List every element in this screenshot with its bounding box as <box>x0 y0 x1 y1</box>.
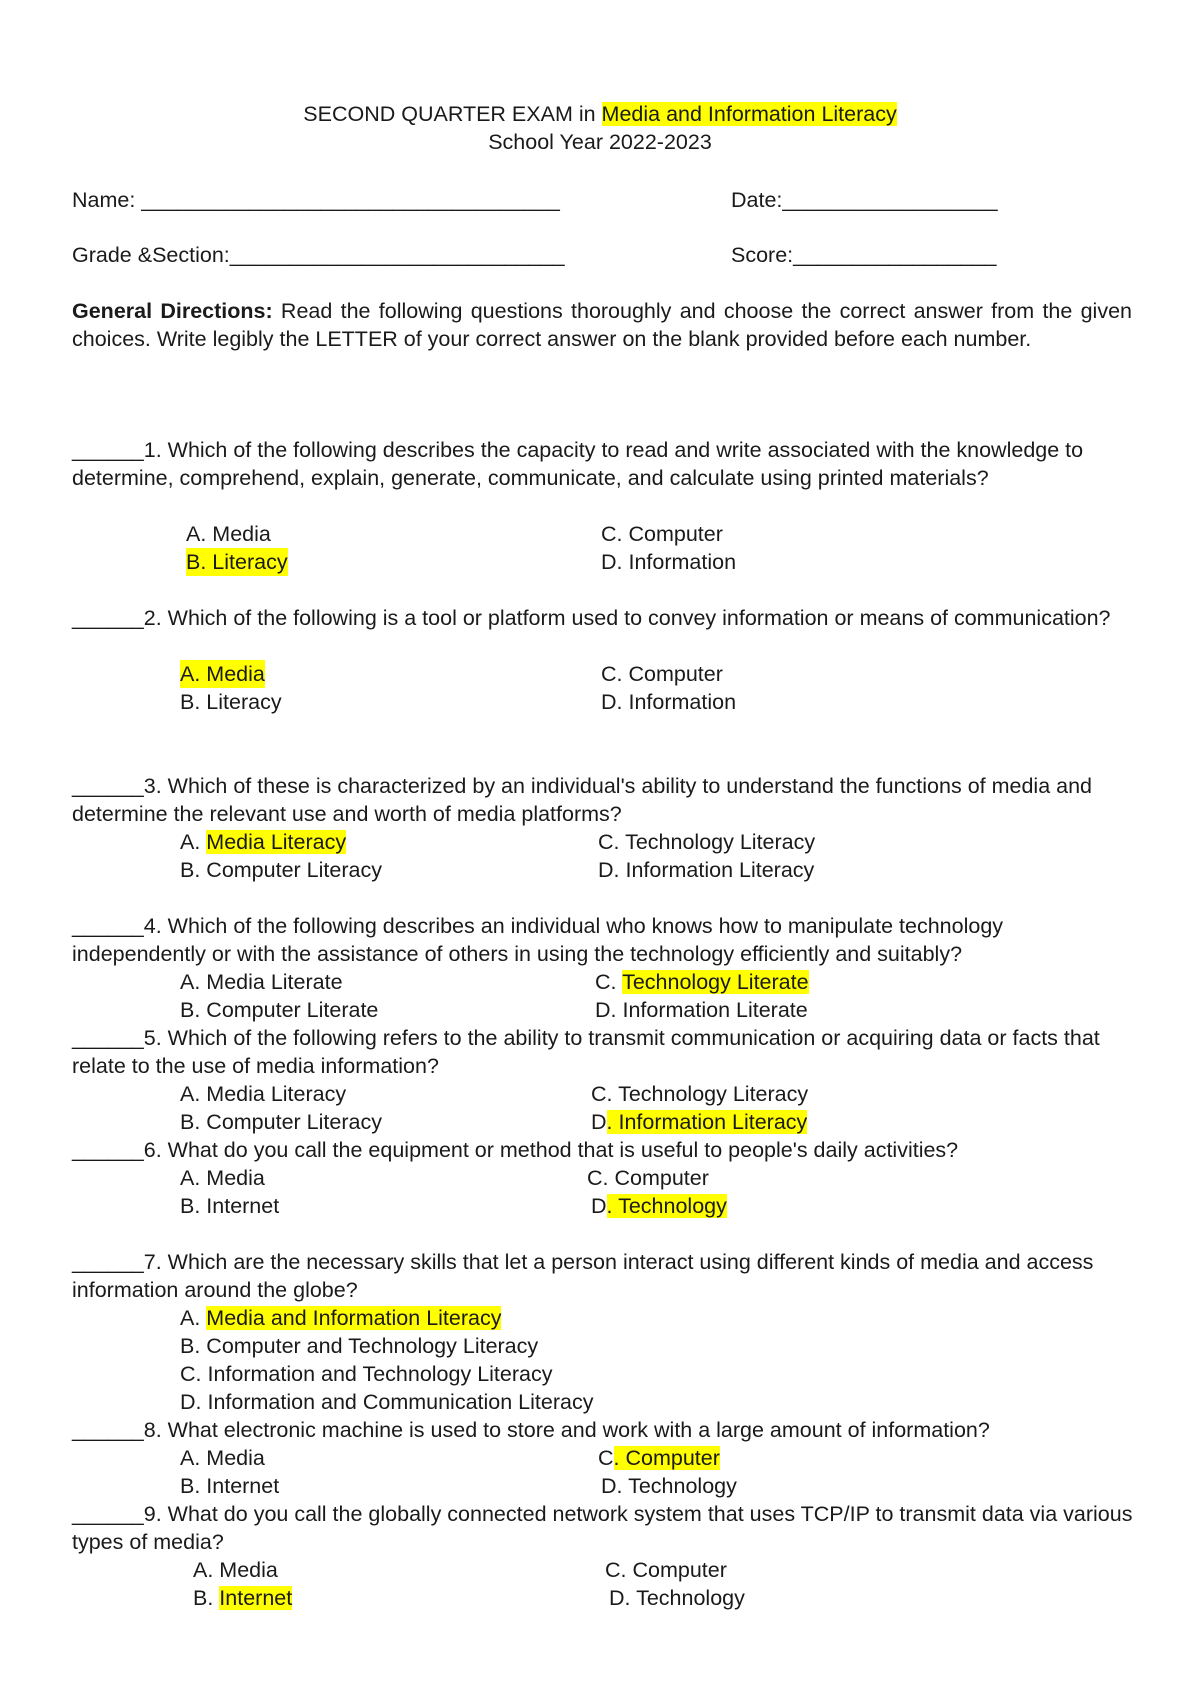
question-3-choice-a <box>180 828 346 856</box>
question-1-text: ______1. Which of the following describes the capacity to read and write associated with the knowledge to determine, comprehend, explain, generate, communicate, and calculate using printed materials? <box>72 438 1084 490</box>
question-4-choice-c <box>595 968 809 996</box>
question-2-choice-c: C. Computer <box>601 662 723 686</box>
question-7-choice-b: B. Computer and Technology Literacy <box>180 1334 539 1358</box>
question-7-text: ______7. Which are the necessary skills that let a person interact using different kinds of media and access information around the globe? <box>72 1250 1094 1302</box>
question-9-choice-b-letter: B. <box>193 1586 220 1610</box>
question-3-text: ______3. Which of these is characterized by an individual's ability to understand the functions of media and determine the relevant use and worth of media platforms? <box>72 774 1093 826</box>
question-6-choice-d-answer: . Technology <box>606 1194 727 1218</box>
question-8-choice-c-answer: . Computer <box>613 1446 720 1470</box>
question-5-choice-a: A. Media Literacy <box>180 1082 347 1106</box>
question-9-choice-b <box>193 1584 292 1612</box>
question-4-text: ______4. Which of the following describes an individual who knows how to manipulate technology independently or with the assistance of others in using the technology efficiently and suitably? <box>72 914 1004 966</box>
question-7-choice-a <box>180 1304 501 1332</box>
question-5-choice-b: B. Computer Literacy <box>180 1110 382 1134</box>
question-2-choice-b: B. Literacy <box>180 690 282 714</box>
score-field: Score:_________________ <box>731 243 997 267</box>
question-4-choice-c-answer: Technology Literate <box>622 970 809 994</box>
question-1-choice-b: B. Literacy <box>186 550 288 574</box>
general-directions <box>72 297 1132 353</box>
question-6-choice-b: B. Internet <box>180 1194 280 1218</box>
question-7-choice-a-letter: A. <box>180 1306 207 1330</box>
question-3-choice-a-answer: Media Literacy <box>206 830 347 854</box>
question-2-choice-d: D. Information <box>601 690 737 714</box>
question-8-choice-c <box>598 1444 720 1472</box>
question-4-choice-a: A. Media Literate <box>180 970 343 994</box>
question-5-choice-c: C. Technology Literacy <box>591 1082 809 1106</box>
directions-label: General Directions: <box>72 299 273 323</box>
question-3-choice-d: D. Information Literacy <box>598 858 815 882</box>
question-8-choice-c-letter: C <box>598 1446 614 1470</box>
question-2-text: ______2. Which of the following is a tool or platform used to convey information or means of communication? <box>72 606 1111 630</box>
question-5-choice-d <box>591 1108 807 1136</box>
question-8-choice-a: A. Media <box>180 1446 265 1470</box>
question-6-choice-a: A. Media <box>180 1166 265 1190</box>
question-6-text: ______6. What do you call the equipment or method that is useful to people's daily activities? <box>72 1138 959 1162</box>
date-field: Date:__________________ <box>731 188 998 212</box>
question-7-choice-d: D. Information and Communication Literacy <box>180 1390 594 1414</box>
question-9-choice-d: D. Technology <box>609 1586 745 1610</box>
question-4-choice-b: B. Computer Literate <box>180 998 379 1022</box>
question-2-choice-a: A. Media <box>180 662 265 686</box>
question-1-choice-d: D. Information <box>601 550 737 574</box>
question-6-choice-c: C. Computer <box>587 1166 709 1190</box>
question-9-text: ______9. What do you call the globally connected network system that uses TCP/IP to transmit data via various types of media? <box>72 1502 1133 1554</box>
question-9-choice-b-answer: Internet <box>219 1586 293 1610</box>
title-prefix: SECOND QUARTER EXAM in <box>303 102 602 126</box>
question-8-choice-d: D. Technology <box>601 1474 737 1498</box>
question-3-choice-b: B. Computer Literacy <box>180 858 382 882</box>
exam-title <box>0 100 1200 128</box>
question-7-choice-a-answer: Media and Information Literacy <box>206 1306 502 1330</box>
question-9-choice-c: C. Computer <box>605 1558 727 1582</box>
title-subject: Media and Information Literacy <box>601 102 897 126</box>
question-3-choice-a-letter: A. <box>180 830 207 854</box>
question-1-choice-c: C. Computer <box>601 522 723 546</box>
question-7-choice-c: C. Information and Technology Literacy <box>180 1362 553 1386</box>
question-4-choice-c-letter: C. <box>595 970 623 994</box>
question-8-text: ______8. What electronic machine is used to store and work with a large amount of information? <box>72 1418 990 1442</box>
grade-section-field: Grade &Section:____________________________ <box>72 243 565 267</box>
question-3-choice-c: C. Technology Literacy <box>598 830 816 854</box>
question-5-text: ______5. Which of the following refers to the ability to transmit communication or acquiring data or facts that relate to the use of media information? <box>72 1026 1100 1078</box>
question-4-choice-d: D. Information Literate <box>595 998 808 1022</box>
question-1-choice-a: A. Media <box>186 522 271 546</box>
directions-text: Read the following questions thoroughly and choose the correct answer from the given choices. Write legibly the LETTER of your correct answer on the blank provided before each number. <box>72 299 1133 351</box>
question-6-choice-d-letter: D <box>591 1194 607 1218</box>
question-9-choice-a: A. Media <box>193 1558 278 1582</box>
question-6-choice-d <box>591 1192 727 1220</box>
name-field: Name: ___________________________________ <box>72 188 560 212</box>
school-year: School Year 2022-2023 <box>488 130 712 154</box>
question-8-choice-b: B. Internet <box>180 1474 280 1498</box>
question-5-choice-d-answer: . Information Literacy <box>606 1110 808 1134</box>
question-5-choice-d-letter: D <box>591 1110 607 1134</box>
